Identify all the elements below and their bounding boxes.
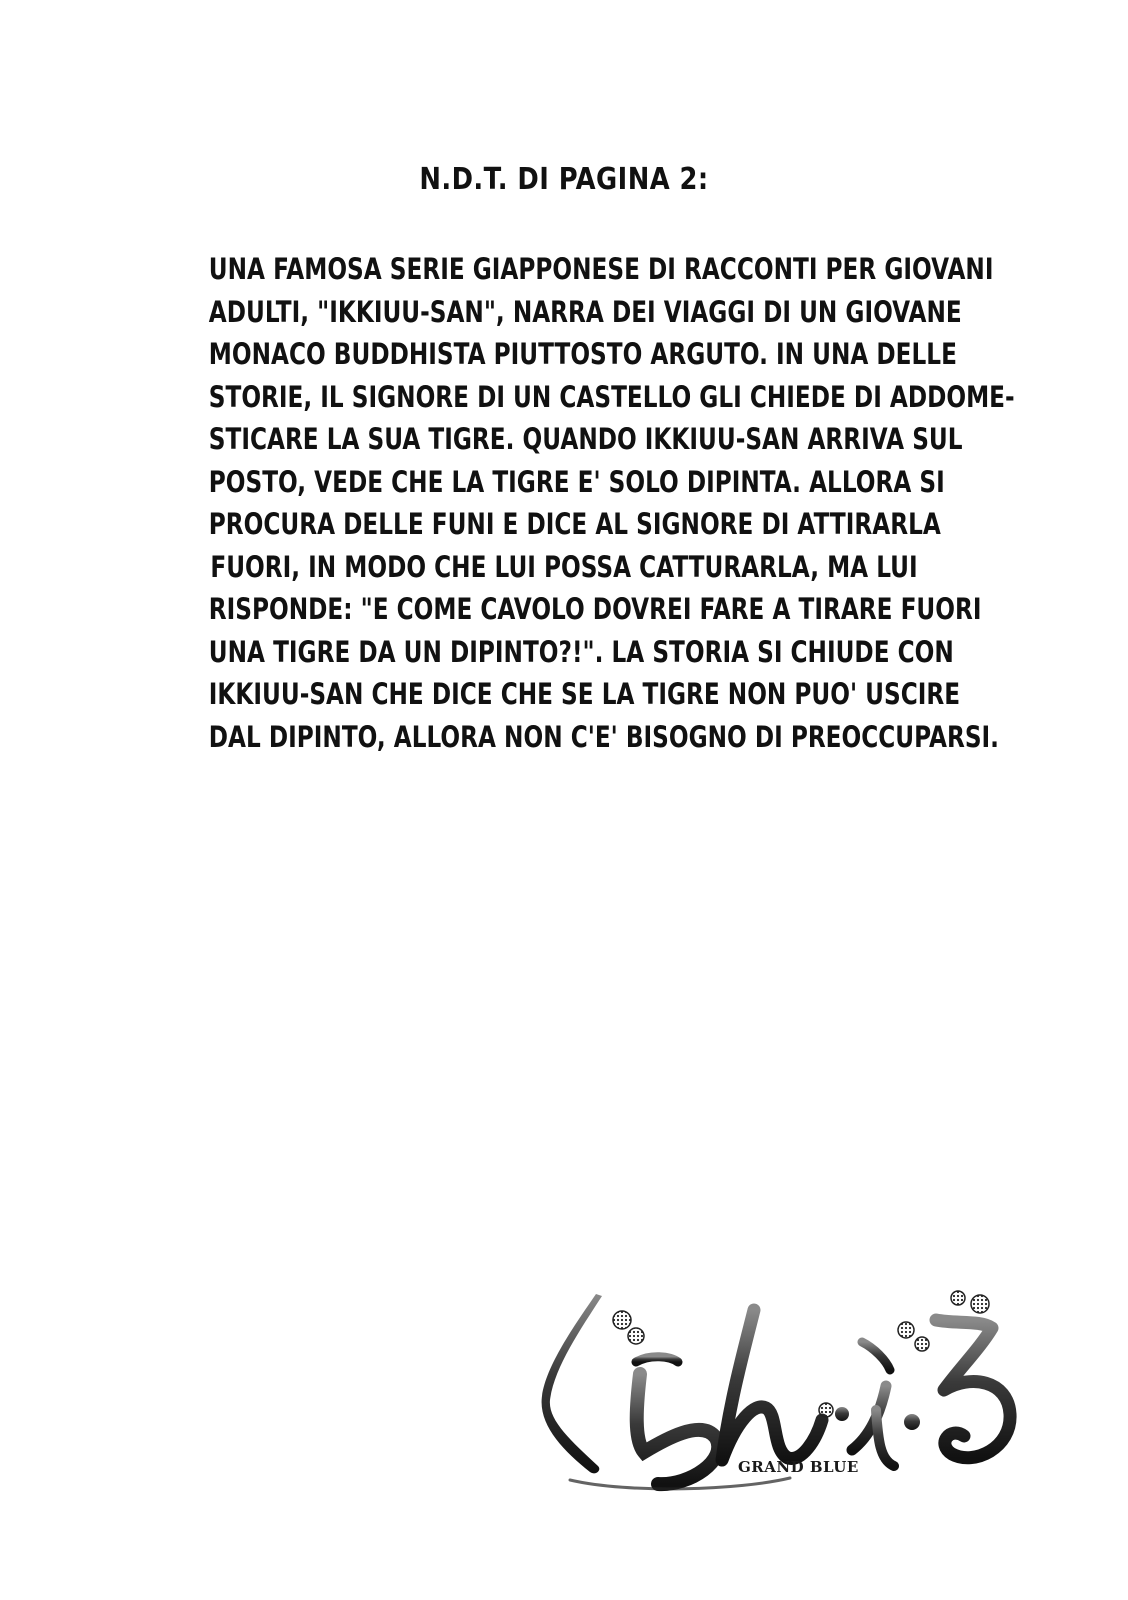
note-line: ADULTI, "IKKIUU-SAN", NARRA DEI VIAGGI DI UN GIOVANE	[208, 294, 962, 329]
note-line: MONACO BUDDHISTA PIUTTOSTO ARGUTO. IN UNA DELLE	[208, 337, 957, 371]
note-body	[120, 248, 1015, 758]
note-line: RISPONDE: "E COME CAVOLO DOVREI FARE A TIRARE FUORI	[208, 592, 982, 626]
note-line: FUORI, IN MODO CHE LUI POSSA CATTURARLA, MA LUI	[210, 549, 918, 584]
note-line: IKKIUU-SAN CHE DICE CHE SE LA TIGRE NON PUO' USCIRE	[208, 677, 961, 711]
note-line: STICARE LA SUA TIGRE. QUANDO IKKIUU-SAN ARRIVA SUL	[208, 422, 963, 456]
note-line: STORIE, IL SIGNORE DI UN CASTELLO GLI CHIEDE DI ADDOME-	[208, 379, 1015, 414]
note-line: POSTO, VEDE CHE LA TIGRE E' SOLO DIPINTA. ALLORA SI	[208, 464, 945, 499]
note-title: N.D.T. DI PAGINA 2:	[419, 162, 709, 197]
logo-caption: GRAND BLUE	[738, 1458, 859, 1476]
note-line: DAL DIPINTO, ALLORA NON C'E' BISOGNO DI PREOCCUPARSI.	[208, 719, 999, 754]
note-line: UNA FAMOSA SERIE GIAPPONESE DI RACCONTI PER GIOVANI	[208, 252, 994, 286]
note-line: UNA TIGRE DA UN DIPINTO?!". LA STORIA SI CHIUDE CON	[208, 634, 954, 669]
note-line: PROCURA DELLE FUNI E DICE AL SIGNORE DI ATTIRARLA	[208, 507, 941, 541]
